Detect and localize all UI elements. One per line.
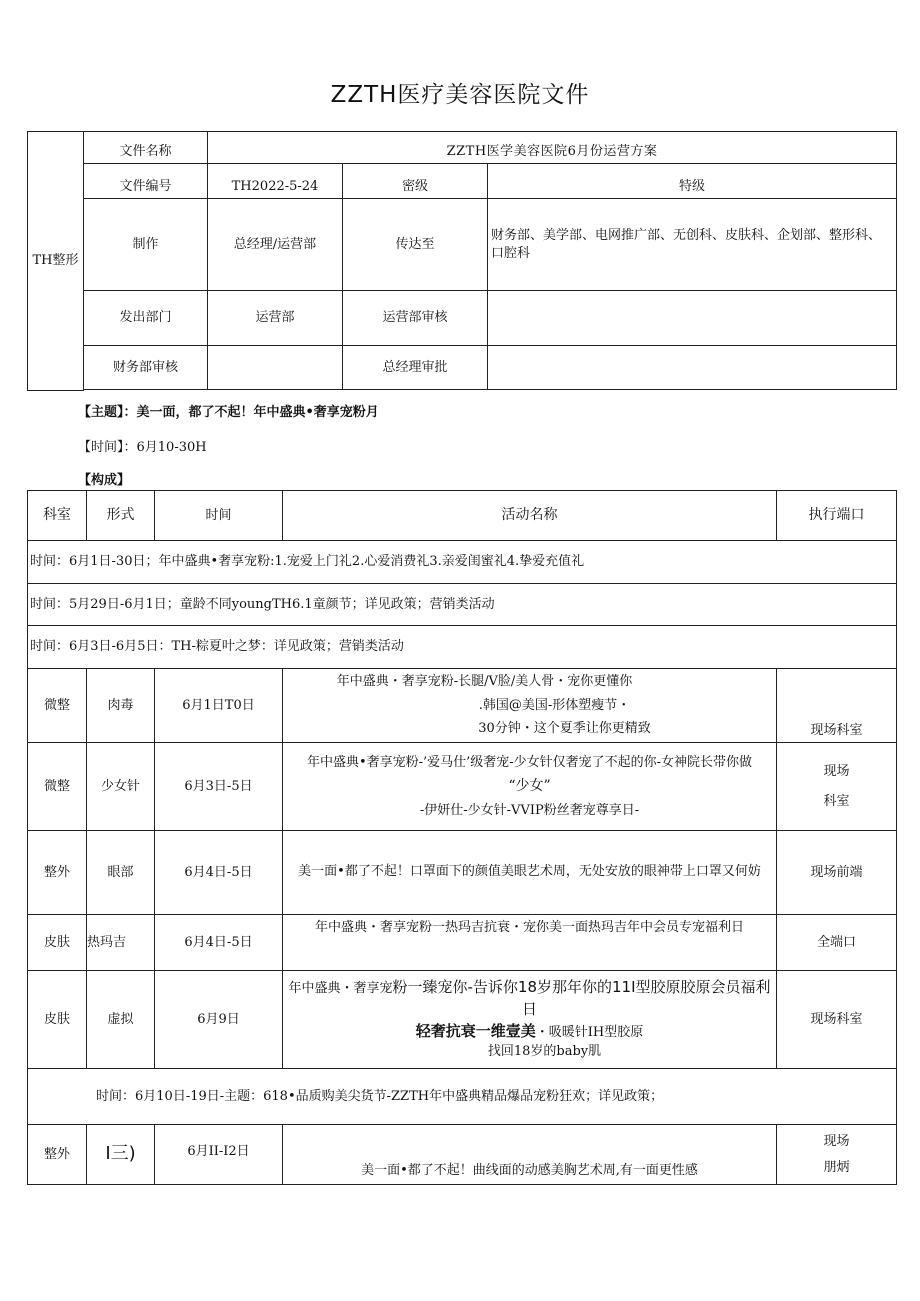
secret-label: 密级	[343, 164, 488, 199]
table-row	[28, 971, 897, 1069]
activity-line: 美一面•都了不起！口罩面下的颜值美眼艺术周，无处安放的眼神带上口罩又何妨	[298, 864, 761, 880]
row-dept: 微整	[28, 669, 87, 743]
file-info-table	[27, 131, 897, 391]
made-value: 总经理/运营部	[208, 199, 343, 291]
table-row	[28, 743, 897, 831]
row-activity	[283, 915, 777, 971]
row-form: 虚拟	[87, 971, 155, 1069]
row-activity	[283, 971, 777, 1069]
port-line: 现场	[823, 1133, 850, 1149]
activity-line: 30分钟・这个夏季让你更精致	[478, 721, 651, 737]
row-time: 6月3日-5日	[155, 743, 283, 831]
row-port: 现场科室	[777, 669, 897, 743]
activity-line: 年中盛典・奢享宠粉一热玛吉抗衰・宠你美一面热玛吉年中会员专宠福利日	[314, 920, 744, 935]
row-activity	[283, 669, 777, 743]
fin-review-label: 财务部审核	[84, 346, 208, 390]
org-label: TH整形	[28, 132, 84, 391]
header-activity: 活动名称	[283, 491, 777, 541]
row-port: 现场前端	[777, 831, 897, 915]
span-row-1: 时间：6月1日-30日；年中盛典•奢享宠粉:1.宠爱上门礼2.心爱消费礼3.亲爱闺蜜礼4.挚爱充值礼	[28, 541, 897, 584]
table-row	[28, 831, 897, 915]
table-row	[28, 1125, 897, 1185]
activity-line: 找回18岁的baby肌	[487, 1043, 602, 1059]
row-form: I三)	[87, 1125, 155, 1185]
header-time: 时间	[155, 491, 283, 541]
row-dept: 整外	[28, 831, 87, 915]
activity-plan-table	[27, 490, 897, 1185]
time-line: 【时间】：6月10-30H	[78, 440, 207, 455]
span-row-2: 时间：5月29日-6月1日；童龄不同youngTH6.1童颜节；详见政策；营销类活动	[28, 584, 897, 626]
gm-approve-value	[488, 346, 897, 390]
activity-line: 年中盛典・奢享宠粉-长腿/V脸/美人骨・宠你更懂你	[336, 674, 633, 690]
file-no-label: 文件编号	[84, 164, 208, 199]
row-activity	[283, 1125, 777, 1185]
row-time: 6月4日-5日	[155, 915, 283, 971]
row-time: 6月4日-5日	[155, 831, 283, 915]
row-form: 眼部	[87, 831, 155, 915]
file-no-value: TH2022-5-24	[208, 164, 343, 199]
table-row	[28, 669, 897, 743]
row-port: 全端口	[777, 915, 897, 971]
ops-review-label: 运营部审核	[343, 291, 488, 346]
row-time: 6月9日	[155, 971, 283, 1069]
row-dept: 皮肤	[28, 915, 87, 971]
row-dept: 微整	[28, 743, 87, 831]
row-form: 热玛吉	[87, 915, 155, 971]
row-activity	[283, 743, 777, 831]
row-port: 现场科室	[777, 971, 897, 1069]
header-port: 执行端口	[777, 491, 897, 541]
activity-line: .韩国@美国-形体塑瘦节・	[478, 697, 631, 713]
send-label: 传达至	[343, 199, 488, 291]
row-dept: 皮肤	[28, 971, 87, 1069]
row-port	[777, 1125, 897, 1185]
header-dept: 科室	[28, 491, 87, 541]
file-name-label: 文件名称	[84, 132, 208, 164]
ops-review-value	[488, 291, 897, 346]
send-value: 财务部、美学部、电网推广部、无创科、皮肤科、企划部、整形科、口腔科	[488, 199, 897, 291]
activity-line: 年中盛典•奢享宠粉-’爱马仕’级奢宠-少女针仅奢宠了不起的你-女神院长带你做	[306, 754, 753, 770]
header-form: 形式	[87, 491, 155, 541]
row-activity	[283, 831, 777, 915]
dept-value: 运营部	[208, 291, 343, 346]
activity-line: -伊妍仕-少女针-VVIP粉丝奢宠尊享日-	[419, 802, 640, 818]
activity-line-small: ・吸暖针IH型胶原	[535, 1025, 644, 1040]
row-dept: 整外	[28, 1125, 87, 1185]
row-form: 肉毒	[87, 669, 155, 743]
fin-review-value	[208, 346, 343, 390]
row-port	[777, 743, 897, 831]
file-name-value: ZZTH医学美容医院6月份运营方案	[208, 132, 897, 164]
port-line: 现场	[823, 763, 850, 779]
port-line: 科室	[823, 793, 850, 809]
activity-line-big: 粉一臻宠你-告诉你18岁那年你的11I型胶原胶原会员福利日	[392, 978, 771, 1019]
activity-line-big: 轻奢抗衰一维壹美	[415, 1022, 536, 1040]
activity-line-small: 年中盛典・奢享宠	[288, 981, 393, 997]
gm-approve-label: 总经理审批	[343, 346, 488, 390]
compose-line: 【构成】	[78, 473, 131, 488]
row-time: 6月1日T0日	[155, 669, 283, 743]
theme-line: 【主题】：美一面，都了不起！年中盛典•奢享宠粉月	[78, 405, 379, 420]
row-form: 少女针	[87, 743, 155, 831]
span-row-3: 时间：6月3日-6月5日：TH-粽夏叶之梦：详见政策；营销类活动	[28, 626, 897, 669]
secret-value: 特级	[488, 164, 897, 199]
table-row	[28, 915, 897, 971]
port-line: 朋炳	[823, 1159, 850, 1175]
page-title: ZZTH医疗美容医院文件	[330, 82, 590, 108]
span-row-4: 时间：6月10日-19日-主题：618•品质购美尖货节-ZZTH年中盛典精品爆品宠粉狂欢；详见政策；	[28, 1069, 897, 1125]
activity-line: “少女”	[508, 778, 551, 795]
dept-label: 发出部门	[84, 291, 208, 346]
row-time: 6月II-I2日	[155, 1125, 283, 1185]
activity-line: 美一面•都了不起！曲线面的动感美胸艺术周,有一面更性感	[361, 1163, 698, 1179]
made-label: 制作	[84, 199, 208, 291]
